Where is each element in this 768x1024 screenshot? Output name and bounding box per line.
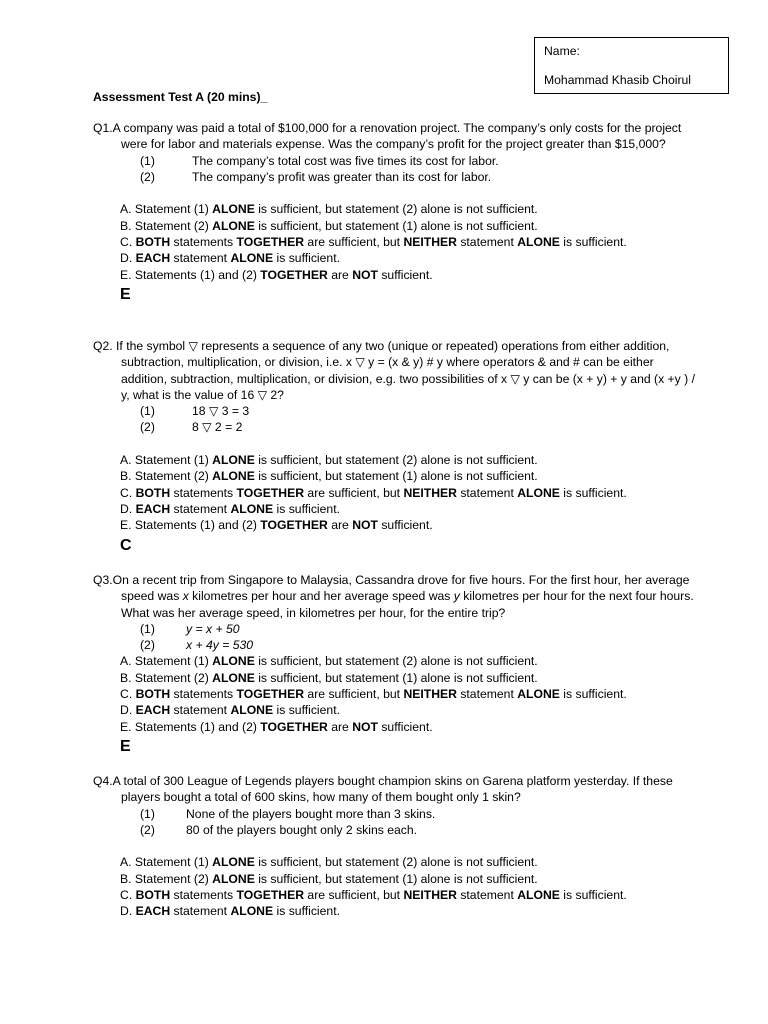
- option-b: B. Statement (2) ALONE is sufficient, but statement (1) alone is not sufficient.: [120, 871, 538, 886]
- name-value: Mohammad Khasib Choirul: [544, 73, 691, 88]
- question-body: A company was paid a total of $100,000 for a renovation project. The company’s only costs for the project were for labor and materials expense. Was the company’s profit for the project greater than $15,000?: [112, 121, 682, 152]
- question-number: Q3.: [93, 573, 113, 587]
- question-number: Q2.: [93, 339, 113, 353]
- option-a: A. Statement (1) ALONE is sufficient, but statement (2) alone is not sufficient.: [120, 855, 538, 870]
- option-c: C. BOTH statements TOGETHER are sufficient, but NEITHER statement ALONE is sufficient.: [120, 888, 627, 903]
- option-a: A. Statement (1) ALONE is sufficient, but statement (2) alone is not sufficient.: [120, 654, 538, 669]
- option-c: C. BOTH statements TOGETHER are sufficient, but NEITHER statement ALONE is sufficient.: [120, 485, 627, 500]
- question-number: Q4.: [93, 774, 113, 788]
- statement-text: 8 ▽ 2 = 2: [192, 420, 243, 435]
- statement-number: (2): [140, 169, 155, 184]
- statement-1: [93, 403, 698, 419]
- option-c: C. BOTH statements TOGETHER are sufficient, but NEITHER statement ALONE is sufficient.: [120, 235, 627, 250]
- option-e: E. Statements (1) and (2) TOGETHER are NOT sufficient.: [120, 719, 433, 734]
- statement-text: y = x + 50: [186, 621, 240, 636]
- question-body: On a recent trip from Singapore to Malaysia, Cassandra drove for five hours. For the first hour, her average speed was x kilometres per hour and her average speed was y kilometres per hour for the next four hours. What was her average speed, in kilometres per hour, for the entire trip?: [112, 573, 694, 620]
- statement-number: (2): [140, 822, 155, 837]
- statement-number: (1): [140, 404, 155, 419]
- statement-1: [93, 153, 698, 169]
- statement-1: [93, 806, 698, 822]
- statement-text: The company’s profit was greater than its cost for labor.: [192, 169, 492, 184]
- answer-mark: E: [120, 737, 131, 755]
- option-d: D. EACH statement ALONE is sufficient.: [120, 501, 340, 516]
- answer-mark: C: [120, 536, 132, 554]
- question-text: [93, 572, 698, 621]
- question-3: [93, 572, 698, 757]
- answer-options: [93, 854, 698, 919]
- question-text: [93, 338, 698, 403]
- statement-number: (1): [140, 806, 155, 821]
- option-d: D. EACH statement ALONE is sufficient.: [120, 251, 340, 266]
- statement-number: (2): [140, 638, 155, 653]
- answer-options: [93, 653, 698, 734]
- statement-2: [93, 822, 698, 838]
- name-label: Name:: [544, 44, 580, 58]
- question-body: A total of 300 League of Legends players bought champion skins on Garena platform yesterday. If these players bought a total of 600 skins, how many of them bought only 1 skin?: [112, 774, 673, 805]
- statement-number: (1): [140, 153, 155, 168]
- option-b: B. Statement (2) ALONE is sufficient, but statement (1) alone is not sufficient.: [120, 218, 538, 233]
- statement-text: 18 ▽ 3 = 3: [192, 404, 250, 419]
- question-1: [93, 120, 698, 305]
- option-e: E. Statements (1) and (2) TOGETHER are NOT sufficient.: [120, 267, 433, 282]
- option-a: A. Statement (1) ALONE is sufficient, but statement (2) alone is not sufficient.: [120, 202, 538, 217]
- option-c: C. BOTH statements TOGETHER are sufficient, but NEITHER statement ALONE is sufficient.: [120, 687, 627, 702]
- statement-2: [93, 637, 698, 653]
- statement-2: [93, 419, 698, 435]
- answer-options: [93, 452, 698, 533]
- question-4: [93, 773, 698, 920]
- name-box: [534, 37, 729, 94]
- answer-options: [93, 201, 698, 282]
- statement-text: The company’s total cost was five times its cost for labor.: [192, 153, 499, 168]
- question-number: Q1.: [93, 121, 113, 135]
- answer-mark: E: [120, 285, 131, 303]
- statement-text: x + 4y = 530: [186, 638, 254, 653]
- statement-2: [93, 169, 698, 185]
- statement-1: [93, 621, 698, 637]
- question-text: [93, 120, 698, 153]
- statement-number: (2): [140, 420, 155, 435]
- page-title: Assessment Test A (20 mins)_: [93, 90, 268, 104]
- option-d: D. EACH statement ALONE is sufficient.: [120, 904, 340, 919]
- question-2: [93, 338, 698, 556]
- question-text: [93, 773, 698, 806]
- option-d: D. EACH statement ALONE is sufficient.: [120, 703, 340, 718]
- statement-text: 80 of the players bought only 2 skins each.: [186, 822, 418, 837]
- question-body: If the symbol ▽ represents a sequence of any two (unique or repeated) operations from either addition, subtraction, multiplication, or division, i.e. x ▽ y = (x & y) # y where operators & and # can be either addition, subtraction, multiplication, or division, e.g. two possibilities of x ▽ y can be (x + y) + y and (x +y ) / y, what is the value of 16 ▽ 2?: [112, 339, 695, 402]
- option-b: B. Statement (2) ALONE is sufficient, but statement (1) alone is not sufficient.: [120, 670, 538, 685]
- statement-number: (1): [140, 621, 155, 636]
- option-e: E. Statements (1) and (2) TOGETHER are NOT sufficient.: [120, 518, 433, 533]
- statement-text: None of the players bought more than 3 skins.: [186, 806, 436, 821]
- option-a: A. Statement (1) ALONE is sufficient, but statement (2) alone is not sufficient.: [120, 453, 538, 468]
- option-b: B. Statement (2) ALONE is sufficient, but statement (1) alone is not sufficient.: [120, 469, 538, 484]
